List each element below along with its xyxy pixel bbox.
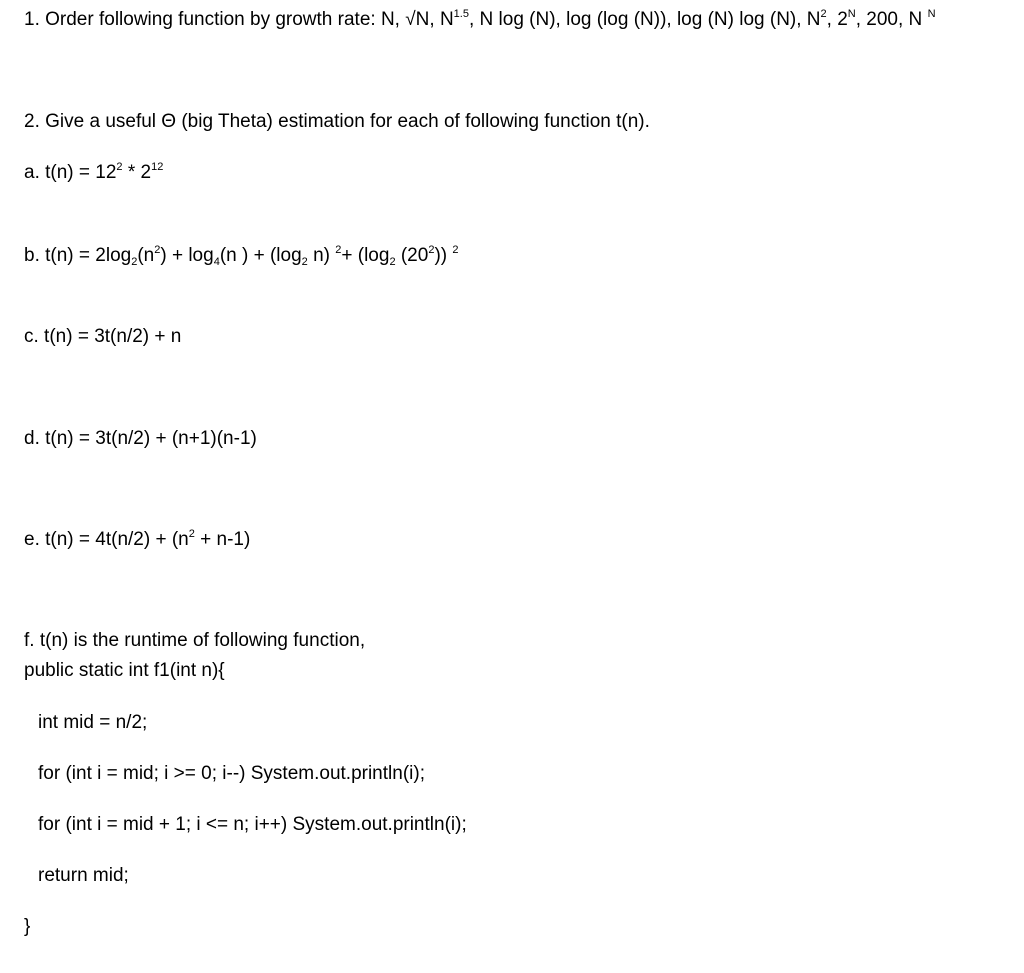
- q2b-sub-1: 2: [131, 256, 138, 268]
- q2e-text: e. t(n) = 4t(n/2) + (n: [24, 529, 189, 550]
- q1-text: 1. Order following function by growth rate: N, √N, N: [24, 9, 454, 30]
- q2b-exp-3: 2: [428, 244, 435, 256]
- q2b-exp-4: 2: [452, 244, 459, 256]
- question-2f-intro: f. t(n) is the runtime of following function,: [24, 630, 366, 651]
- q2a-text: a. t(n) = 12: [24, 162, 117, 183]
- question-1: [24, 10, 936, 29]
- q2b-sub-4: 2: [389, 256, 396, 268]
- q2b-p3: ) + log: [160, 245, 214, 266]
- question-2c: c. t(n) = 3t(n/2) + n: [24, 326, 182, 347]
- code-line-4: for (int i = mid + 1; i <= n; i++) System.out.println(i);: [38, 814, 467, 835]
- code-line-5: return mid;: [38, 865, 129, 886]
- q2a-exp-1: 2: [116, 161, 123, 173]
- q2b-sub-3: 2: [301, 256, 308, 268]
- code-line-2: int mid = n/2;: [38, 712, 148, 733]
- question-2a: [24, 163, 163, 182]
- q1-exp-2: 2: [820, 8, 827, 20]
- q2e-suffix: + n-1): [194, 529, 251, 550]
- q2b-p7: (20: [395, 245, 429, 266]
- code-line-3: for (int i = mid; i >= 0; i--) System.out.println(i);: [38, 763, 425, 784]
- question-2-intro: 2. Give a useful Θ (big Theta) estimation for each of following function t(n).: [24, 111, 650, 132]
- q1-text-2: , N log (N), log (log (N)), log (N) log (N), N: [468, 9, 821, 30]
- q2b-p2: (n: [137, 245, 155, 266]
- q2e-exp-1: 2: [188, 528, 195, 540]
- q2b-p4: (n ) + (log: [219, 245, 302, 266]
- question-2d: d. t(n) = 3t(n/2) + (n+1)(n-1): [24, 428, 257, 449]
- q2b-p8: )): [434, 245, 453, 266]
- code-line-1: public static int f1(int n){: [24, 660, 225, 681]
- q2a-exp-2: 12: [151, 161, 164, 173]
- q1-exp-3: N: [847, 8, 856, 20]
- question-2b: [24, 244, 459, 268]
- question-2e: [24, 530, 250, 549]
- q1-exp-4: N: [927, 8, 936, 20]
- q2b-p5: n): [307, 245, 336, 266]
- q2a-mid: * 2: [122, 162, 152, 183]
- q1-text-4: , 200, N: [855, 9, 928, 30]
- q1-exp-1: 1.5: [453, 8, 469, 20]
- q1-text-3: , 2: [826, 9, 848, 30]
- q2b-exp-2: 2: [335, 244, 342, 256]
- q2b-sub-2: 4: [213, 256, 220, 268]
- q2b-p6: + (log: [341, 245, 390, 266]
- q2b-exp-1: 2: [154, 244, 161, 256]
- code-line-6: }: [24, 916, 31, 937]
- q2b-p1: b. t(n) = 2log: [24, 245, 132, 266]
